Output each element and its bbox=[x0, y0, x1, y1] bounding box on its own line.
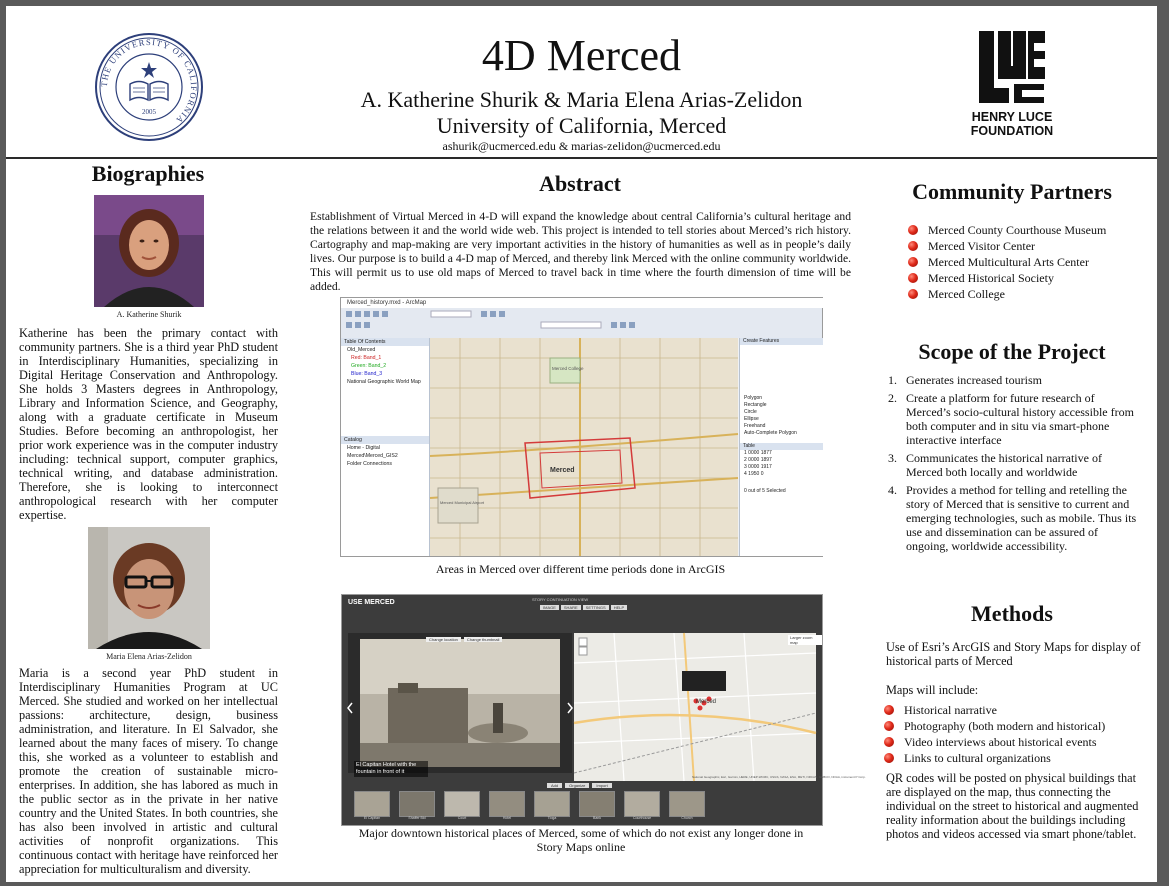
list-item: Links to cultural organizations bbox=[882, 750, 1142, 766]
table-row: 4 1950 0 bbox=[744, 471, 764, 477]
change-thumbnail-button[interactable]: Change thumbnail bbox=[464, 637, 502, 642]
thumbnail[interactable] bbox=[534, 791, 570, 817]
catalog-folder-connections[interactable]: Folder Connections bbox=[347, 461, 392, 467]
toc-layer-4[interactable]: Blue: Band_3 bbox=[351, 371, 383, 377]
storymap-settings-button[interactable]: SETTINGS bbox=[583, 605, 609, 610]
arcmap-airport-label: Merced Municipal Airport bbox=[440, 500, 485, 505]
thumbnail-label: Courthouse bbox=[632, 816, 652, 820]
author-emails: ashurik@ucmerced.edu & marias-zelidon@ucmerced.edu bbox=[442, 139, 721, 153]
arcmap-right-panels bbox=[739, 338, 823, 556]
larger-zoom-map-button[interactable]: Larger zoom map bbox=[788, 635, 822, 645]
seal-ring-text: THE UNIVERSITY OF CALIFORNIA bbox=[98, 36, 200, 127]
table-row: 2 0000 1897 bbox=[744, 457, 772, 463]
community-partners-list bbox=[906, 222, 1146, 302]
storymap-figure-caption: Major downtown historical places of Merced, some of which do not exist any longer done in Story Maps online bbox=[358, 826, 804, 854]
table-panel-title: Table bbox=[740, 443, 823, 450]
thumbnail[interactable] bbox=[399, 791, 435, 817]
catalog-home[interactable]: Home - Digital Merced\Merced_GIS2 bbox=[347, 445, 398, 459]
poster bbox=[6, 6, 1157, 882]
thumbnail-label: Court bbox=[457, 816, 467, 820]
header-divider bbox=[6, 157, 1157, 159]
abstract-heading: Abstract bbox=[539, 171, 621, 196]
map-attribution: National Geographic, Esri, Garmin, HERE, UNEP-WCMC, USGS, NASA, ESA, METI, NRCAN, GEBCO, NOAA, increment P Corp. bbox=[692, 775, 866, 779]
table-row: 3 0000 1917 bbox=[744, 464, 772, 470]
authors: A. Katherine Shurik & Maria Elena Arias-Zelidon bbox=[360, 87, 803, 112]
storymap-screenshot bbox=[341, 594, 866, 826]
maria-portrait-photo bbox=[88, 527, 210, 649]
bullet-icon bbox=[908, 257, 918, 267]
toc-layer-3[interactable]: Green: Band_2 bbox=[351, 363, 387, 369]
thumbnail[interactable] bbox=[354, 791, 390, 817]
institution: University of California, Merced bbox=[436, 113, 727, 138]
methods-list bbox=[882, 702, 1142, 766]
thumbnail[interactable] bbox=[489, 791, 525, 817]
bullet-icon bbox=[908, 241, 918, 251]
change-location-button[interactable]: Change location bbox=[426, 637, 461, 642]
storymap-view-title: STORY CONTINUATION VIEW bbox=[532, 597, 589, 602]
bullet-icon bbox=[908, 225, 918, 235]
tool-rectangle[interactable]: Rectangle bbox=[744, 402, 767, 408]
thumbnail[interactable] bbox=[624, 791, 660, 817]
toc-layer-5[interactable]: National Geographic World Map bbox=[347, 379, 421, 385]
henry-luce-foundation-logo bbox=[970, 28, 1054, 140]
toc-layer-1[interactable]: Old_Merced bbox=[347, 347, 376, 353]
thumbnail-label: El Capitan bbox=[363, 816, 381, 820]
storymap-app-title: USE MERCED bbox=[348, 599, 395, 606]
arcmap-window-title: Merced_history.mxd - ArcMap bbox=[341, 298, 828, 308]
selection-status: 0 out of 5 Selected bbox=[744, 488, 786, 494]
organize-button[interactable]: Organize bbox=[565, 783, 589, 788]
create-features-title: Create Features bbox=[740, 338, 823, 345]
catalog-title: Catalog bbox=[341, 436, 429, 444]
thumbnail-label: Bank bbox=[593, 816, 601, 820]
maria-caption: Maria Elena Arias-Zelidon bbox=[106, 652, 192, 661]
thumbnail[interactable] bbox=[669, 791, 705, 817]
biographies-heading: Biographies bbox=[91, 161, 205, 186]
bullet-icon bbox=[884, 737, 894, 747]
list-item: Historical narrative bbox=[882, 702, 1142, 718]
table-row: 1 0000 1877 bbox=[744, 450, 772, 456]
add-button[interactable]: Add bbox=[547, 783, 562, 788]
seal-year: 2005 bbox=[142, 108, 156, 116]
arcmap-merced-label: Merced bbox=[550, 467, 575, 474]
thumbnail-label: Shaffer Bld bbox=[408, 816, 426, 820]
thumbnail-label: Church bbox=[681, 816, 693, 820]
list-item: Merced County Courthouse Museum bbox=[906, 222, 1146, 238]
tool-polygon[interactable]: Polygon bbox=[744, 395, 763, 401]
arcmap-toolbar bbox=[341, 308, 822, 338]
abstract-text: Establishment of Virtual Merced in 4-D will expand the knowledge about central California’s cultural heritage and the relations between it and the world wide web. This project is intended to tell stories about Merced’s rich history. Cartography and map-making are very important activities in the history of humanities as well as in people’s daily lives. Our purpose is to build a 4-D map of Merced, and thereby link Merced with the online community worldwide. This will permit us to use old maps of Merced to travel back in time where the fourth dimension of time will be added. bbox=[310, 210, 851, 293]
list-item: 3. Communicates the historical narrative of Merced both locally and worldwide bbox=[888, 451, 1102, 479]
methods-maps-intro: Maps will include: bbox=[886, 683, 979, 697]
list-item: Merced College bbox=[906, 286, 1146, 302]
bullet-icon bbox=[908, 289, 918, 299]
thumbnail[interactable] bbox=[579, 791, 615, 817]
tool-freehand[interactable]: Freehand bbox=[744, 423, 766, 429]
arcgis-figure-caption: Areas in Merced over different time periods done in ArcGIS bbox=[435, 562, 726, 576]
tool-auto-complete[interactable]: Auto-Complete Polygon bbox=[744, 430, 797, 436]
list-item: 2. Create a platform for future research of Merced’s socio-cultural history accessible from both computer and in situ via smart-phone interactive interface bbox=[888, 391, 1134, 447]
katherine-bio: Katherine has been the primary contact with community partners. She is a third year PhD student in Interdisciplinary Humanities, specializing in Digital Heritage Conservation and Anthropology. She holds 3 Masters degrees in Anthropology, Library and Information Science, and Geography, along with a graduate certificate in Museum Studies. Before becoming an anthropologist, her prior work experience was in the computer industry including: technical support, computer graphics, technical writing, and database administration. Therefore, she is looking to interconnect anthropological research with her computer expertise. bbox=[19, 326, 278, 522]
list-item: 4. Provides a method for telling and retelling the story of Merced that is sensitive to current and emerging technologies, such as mobile. Thus its use and dissemination can be assured of ongoing, worldwide accessibility. bbox=[888, 483, 1137, 553]
arcgis-screenshot bbox=[340, 297, 823, 557]
list-item: Photography (both modern and historical) bbox=[882, 718, 1142, 734]
arcmap-college-label: Merced College bbox=[552, 366, 584, 371]
luce-line2: FOUNDATION bbox=[970, 124, 1054, 138]
storymap-historical-photo bbox=[348, 633, 572, 773]
thumbnail[interactable] bbox=[444, 791, 480, 817]
thumbnail-label: Hotel bbox=[502, 816, 512, 820]
methods-qr-text: QR codes will be posted on physical buildings that are displayed on the map, thus connecting the individual on the street to historical and augmented reality information about the buildings including photos and videos accessed via smart phone/tablet. bbox=[886, 771, 1139, 841]
methods-intro: Use of Esri’s ArcGIS and Story Maps for display of historical parts of Merced bbox=[886, 640, 1141, 668]
storymap-merced-label: Merced bbox=[696, 699, 717, 705]
storymap-map-view[interactable] bbox=[574, 633, 866, 781]
list-item: Merced Visitor Center bbox=[906, 238, 1146, 254]
maria-bio: Maria is a second year PhD student in Interdisciplinary Humanities Program at UC Merced. She studied and worked on her intellectual passions: architecture, design, business administration, and literature. In El Salvador, she learned about the many faces of misery. To change this, she worked as a volunteer to establish and promote the creation of sustainable micro-enterprises. In addition, she has labored as much in the public sector as in the private in her native country and the United States. In both countries, she has also been involved in artistic and cultural activities of nonprofit organizations. This continuous contact with heritage have reinforced her appreciation for multiculturalism and diversity. bbox=[19, 666, 278, 876]
storymap-photo-caption: El Capitan Hotel with the fountain in front of it bbox=[354, 761, 428, 777]
tool-circle[interactable]: Circle bbox=[744, 409, 757, 415]
tool-ellipse[interactable]: Ellipse bbox=[744, 416, 759, 422]
arcmap-map-view[interactable] bbox=[430, 338, 738, 556]
poster-title: 4D Merced bbox=[481, 31, 682, 80]
arcmap-table-of-contents bbox=[341, 338, 430, 556]
katherine-portrait-photo bbox=[94, 195, 204, 307]
thumbnail-label: Tioga bbox=[547, 816, 557, 820]
luce-line1: HENRY LUCE bbox=[971, 110, 1053, 124]
bullet-icon bbox=[908, 273, 918, 283]
bullet-icon bbox=[884, 721, 894, 731]
list-item: Merced Multicultural Arts Center bbox=[906, 254, 1146, 270]
bullet-icon bbox=[884, 753, 894, 763]
import-button[interactable]: Import bbox=[592, 783, 611, 788]
storymap-share-button[interactable]: SHARE bbox=[561, 605, 581, 610]
list-item: 1. Generates increased tourism bbox=[888, 373, 1042, 387]
toc-title: Table Of Contents bbox=[341, 338, 429, 346]
list-item: Merced Historical Society bbox=[906, 270, 1146, 286]
methods-heading: Methods bbox=[971, 601, 1053, 626]
storymap-thumbnail-strip bbox=[354, 791, 814, 823]
community-partners-heading: Community Partners bbox=[912, 179, 1112, 204]
scope-heading: Scope of the Project bbox=[918, 339, 1106, 364]
storymap-help-button[interactable]: HELP bbox=[611, 605, 627, 610]
list-item: Video interviews about historical events bbox=[882, 734, 1142, 750]
bullet-icon bbox=[884, 705, 894, 715]
katherine-caption: A. Katherine Shurik bbox=[116, 310, 182, 319]
toc-layer-2[interactable]: Red: Band_1 bbox=[351, 355, 382, 361]
scope-list bbox=[888, 373, 1138, 557]
storymap-image-button[interactable]: IMAGE bbox=[540, 605, 559, 610]
